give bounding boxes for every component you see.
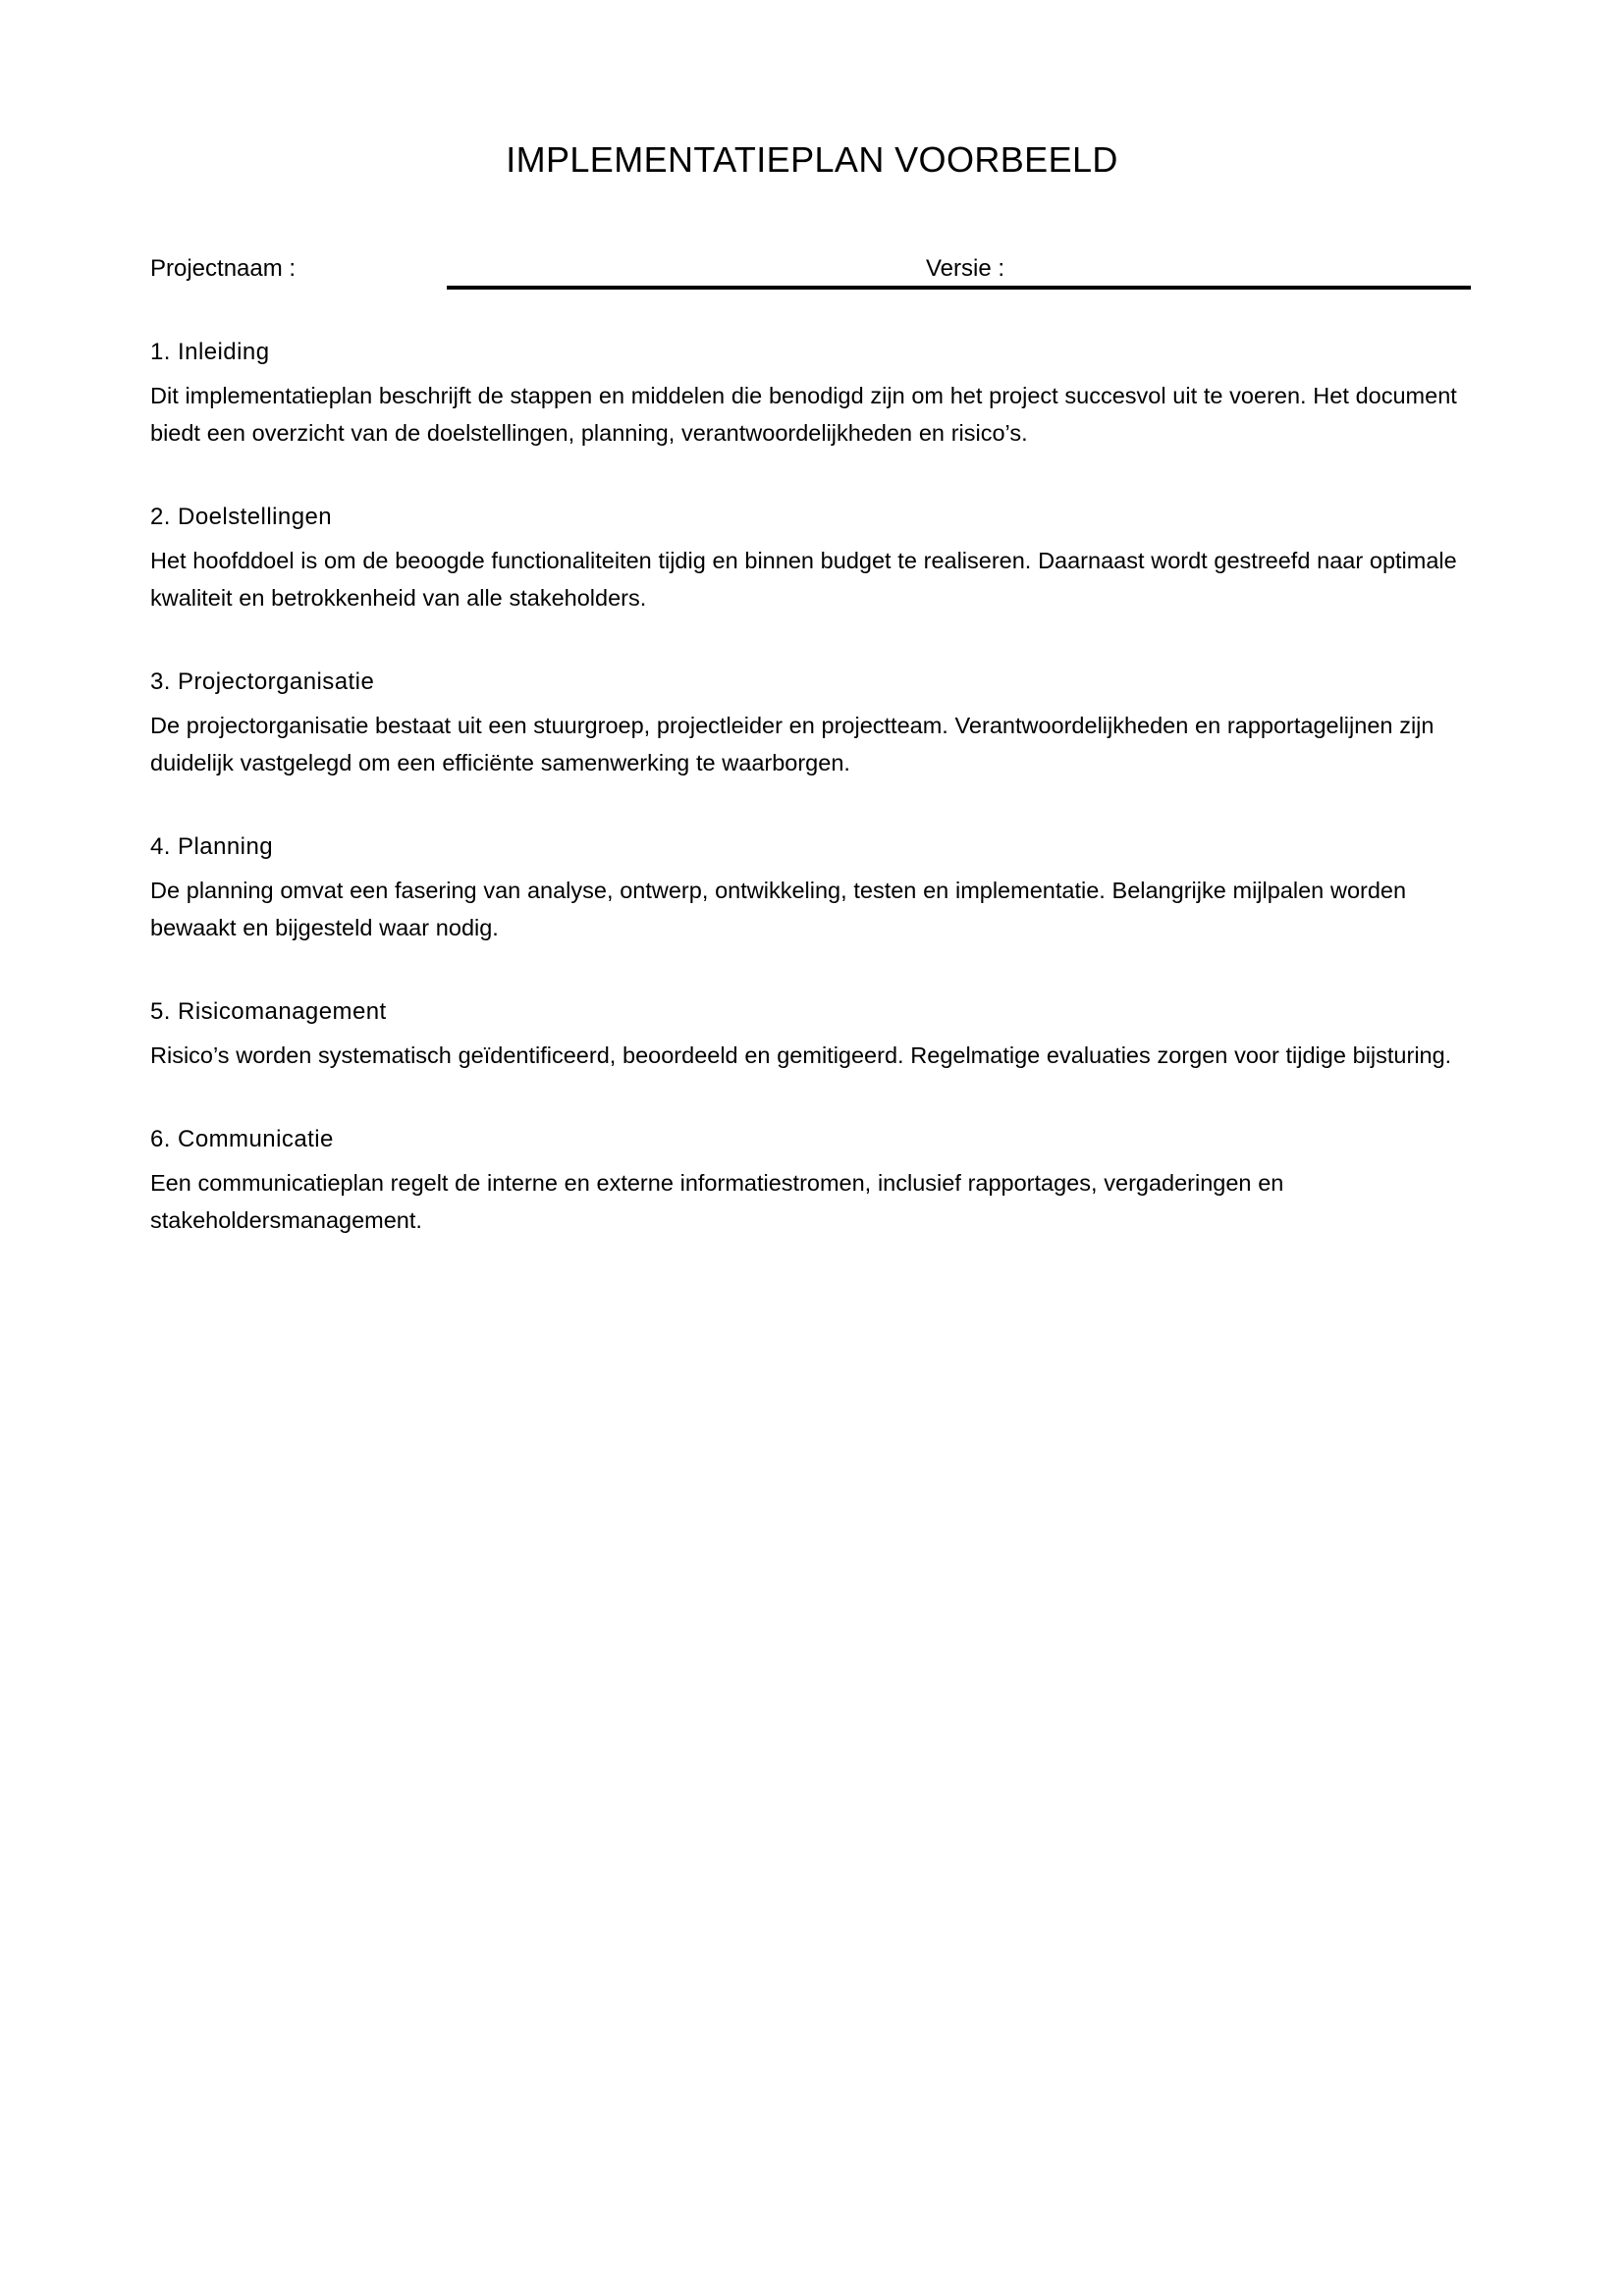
section-paragraph: Een communicatieplan regelt de interne en externe informatiestromen, inclusief rapportages, vergaderingen en stakeholdersmanagement. (150, 1170, 1284, 1233)
section-heading: 2. Doelstellingen (150, 504, 333, 530)
section-paragraph: Risico’s worden systematisch geïdentificeerd, beoordeeld en gemitigeerd. Regelmatige evaluaties zorgen voor tijdige bijsturing. (150, 1042, 1452, 1068)
document-body (150, 336, 1476, 1239)
section-heading: 5. Risicomanagement (150, 998, 387, 1025)
section-paragraph: De projectorganisatie bestaat uit een stuurgroep, projectleider en projectteam. Verantwoordelijkheden en rapportagelijnen zijn duidelijk vastgelegd om een efficiënte samenwerking te waarborgen. (150, 713, 1435, 775)
section-heading: 1. Inleiding (150, 339, 270, 365)
section-heading: 6. Communicatie (150, 1126, 334, 1152)
section-doelstellingen (150, 501, 1476, 616)
section-planning (150, 830, 1476, 946)
section-communicatie (150, 1123, 1476, 1239)
section-paragraph: Het hoofddoel is om de beoogde functionaliteiten tijdig en binnen budget te realiseren. Daarnaast wordt gestreefd naar optimale kwaliteit en betrokkenheid van alle stakeholders. (150, 548, 1457, 611)
section-risicomanagement (150, 995, 1476, 1074)
version-label: Versie : (926, 255, 1005, 282)
page-title: IMPLEMENTATIEPLAN VOORBEELD (506, 139, 1118, 181)
meta-fill-in-rule (447, 286, 1471, 290)
section-heading: 4. Planning (150, 833, 274, 860)
section-inleiding (150, 336, 1476, 452)
section-paragraph: Dit implementatieplan beschrijft de stappen en middelen die benodigd zijn om het project succesvol uit te voeren. Het document biedt een overzicht van de doelstellingen, planning, verantwoordelijkheden en risico’s. (150, 383, 1457, 446)
section-projectorganisatie (150, 666, 1476, 781)
section-heading: 3. Projectorganisatie (150, 668, 375, 695)
section-paragraph: De planning omvat een fasering van analyse, ontwerp, ontwikkeling, testen en implementatie. Belangrijke mijlpalen worden bewaakt en bijgesteld waar nodig. (150, 878, 1407, 940)
project-name-label: Projectnaam : (150, 255, 297, 282)
document-meta-row (150, 254, 1476, 294)
